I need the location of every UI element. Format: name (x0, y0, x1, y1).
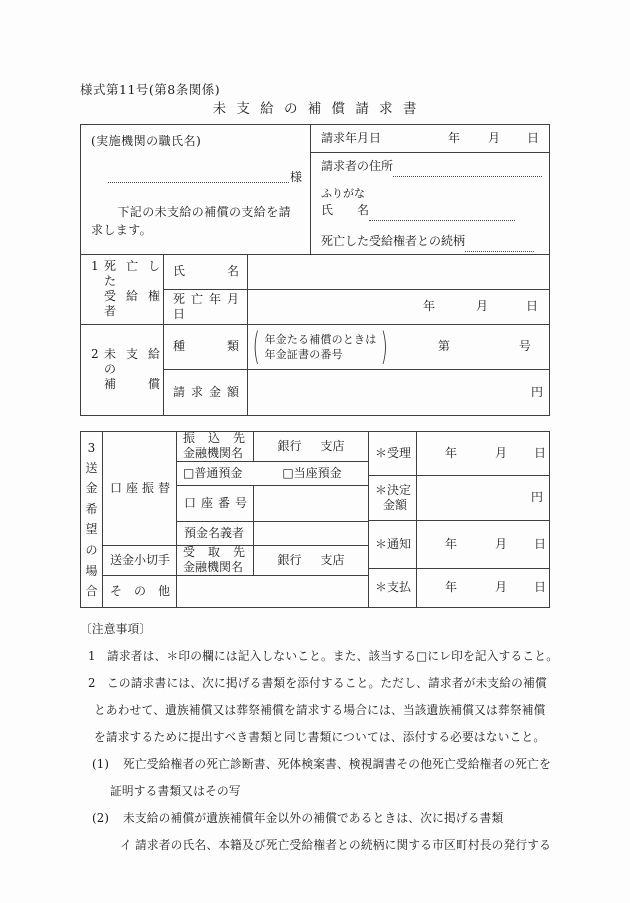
account-transfer-label: 口 座 振 替 (110, 480, 170, 495)
year-label: 年 (447, 130, 460, 145)
remittance-check-label: 送金小切手 (103, 546, 177, 575)
notes-heading: 〔注意事項〕 (80, 621, 152, 636)
payment-label: ＊支払 (369, 569, 417, 607)
transfer-bank-field[interactable] (254, 432, 368, 461)
request-statement: 下記の未支給の補償の支給を請求します。 (91, 204, 291, 237)
claim-amount-label: 請 求 金 額 (164, 370, 248, 415)
compensation-type-label: 種 類 (164, 325, 248, 369)
relation-label: 死亡した受給権者との続柄 (321, 233, 466, 248)
section1-number: 1 (91, 259, 99, 274)
note-line: (2) 未支給の補償が遺族補償年金以外の補償であるときは、次に掲げる書類 (92, 810, 504, 825)
year-label: 年 (444, 580, 457, 595)
transfer-bank-row (177, 432, 368, 462)
account-holder-label: 預金名義者 (177, 522, 254, 545)
deceased-name-row (164, 255, 549, 290)
branch-label: 支店 (320, 552, 345, 567)
transfer-bank-label: 振 込 先 金融機関名 (177, 432, 254, 461)
day-label: 日 (533, 536, 546, 551)
addressee-row (108, 170, 302, 185)
receipt-row (369, 432, 549, 476)
notes-section (80, 616, 559, 859)
claimant-name-label: 氏 名 (321, 202, 370, 217)
receipt-date-field (417, 432, 549, 475)
other-field[interactable] (177, 576, 368, 607)
form-number: 様式第11号(第8条関係) (80, 82, 221, 97)
payment-date-field (417, 569, 549, 607)
compensation-type-row (164, 325, 549, 370)
note-line: イ 請求者の氏名、本籍及び死亡受給権者との続柄に関する市区町村長の発行する (120, 837, 552, 852)
remittance-detail-area (103, 432, 369, 607)
account-number-field[interactable] (254, 486, 368, 521)
note-line: とあわせて、遺族補償又は葬祭補償を請求する場合には、当該遺族補償又は葬祭補償 (94, 702, 546, 717)
year-label: 年 (444, 536, 457, 551)
note-line: 1 請求者は、＊印の欄には記入しないこと。また、該当する□にレ印を記入すること。 (88, 648, 559, 663)
claimant-name-entry-line[interactable] (369, 208, 515, 221)
payment-row (369, 569, 549, 607)
claim-date-row (311, 125, 549, 153)
deceased-name-label: 氏 名 (164, 255, 248, 289)
office-use-area (369, 432, 549, 607)
section1-title-line2: 受 給 権 者 (104, 289, 160, 319)
claimant-address-label: 請求者の住所 (321, 158, 394, 173)
month-label: 月 (494, 536, 507, 551)
note-line: (1) 死亡受給権者の死亡診断書、死体検案書、検視調書その他死亡受給権者の死亡を (92, 756, 551, 771)
bracket-open: ( (252, 325, 260, 369)
account-number-label: 口 座 番 号 (177, 486, 254, 521)
claim-amount-field[interactable] (248, 370, 549, 415)
account-holder-field[interactable] (254, 522, 368, 545)
agency-label: (実施機関の職氏名) (91, 133, 202, 148)
year-label: 年 (444, 445, 457, 460)
day-label: 日 (525, 299, 538, 314)
month-label: 月 (487, 130, 500, 145)
note-line: を請求するために提出すべき書類と同じ書類については、添付する必要はないこと。 (94, 729, 546, 744)
bracket-close: ) (381, 325, 389, 369)
certificate-no-prefix: 第 (437, 339, 450, 354)
addressee-cell (81, 125, 311, 254)
bank-label: 銀行 (277, 438, 302, 453)
yen-label: 円 (530, 490, 543, 505)
year-label: 年 (422, 299, 435, 314)
receipt-label: ＊受理 (369, 432, 417, 475)
death-date-label: 死 亡 年 月 日 (164, 290, 248, 324)
yen-label: 円 (530, 384, 543, 399)
claim-date-label: 請求年月日 (321, 130, 382, 145)
section2-title-line1: 未 支 給 の (104, 347, 160, 377)
death-date-field[interactable] (248, 290, 549, 324)
compensation-type-field[interactable] (248, 325, 549, 369)
certificate-no-suffix: 号 (518, 339, 531, 354)
day-label: 日 (533, 580, 546, 595)
claim-amount-row (164, 370, 549, 415)
month-label: 月 (475, 299, 488, 314)
relation-entry-line[interactable] (465, 239, 534, 252)
deposit-type-row (177, 462, 368, 486)
section2-title-line2: 補 償 (104, 377, 160, 392)
account-number-row (177, 486, 368, 522)
relation-row (321, 234, 542, 254)
decision-amount-label: ＊決定 金額 (369, 476, 417, 520)
ordinary-deposit-checkbox[interactable]: □普通預金 (183, 465, 243, 480)
form-header (81, 125, 549, 255)
claimant-name-row (321, 203, 542, 223)
receiving-bank-label: 受 取 先 金融機関名 (177, 546, 254, 575)
claim-date-field[interactable] (381, 131, 549, 146)
notice-row (369, 521, 549, 569)
claimant-cell (311, 125, 549, 254)
month-label: 月 (494, 580, 507, 595)
claim-form-table (80, 124, 550, 416)
remittance-table (80, 431, 550, 608)
month-label: 月 (494, 445, 507, 460)
section2-number: 2 (91, 347, 99, 362)
furigana-label: ふりがな (321, 186, 365, 200)
section2-title (81, 325, 164, 415)
day-label: 日 (533, 445, 546, 460)
addressee-entry-line[interactable] (108, 170, 289, 183)
death-date-row (164, 290, 549, 324)
section-deceased-beneficiary (81, 255, 549, 325)
other-row (103, 576, 368, 607)
deceased-name-field[interactable] (248, 255, 549, 289)
note-line: 2 この請求書には、次に掲げる書類を添付すること。ただし、請求者が未支給の補償 (88, 675, 547, 690)
section-unpaid-compensation (81, 325, 549, 415)
addressee-suffix: 様 (289, 169, 302, 184)
decision-amount-field (417, 476, 549, 520)
bank-label: 銀行 (277, 552, 302, 567)
section1-title-line1: 死 亡 し た (104, 259, 160, 289)
remittance-check-row (103, 546, 368, 576)
document-title: 未 支 給 の 補 償 請 求 書 (212, 100, 420, 117)
branch-label: 支店 (320, 438, 345, 453)
section3-number: 3 (87, 440, 96, 455)
receiving-bank-field[interactable] (254, 546, 368, 575)
note-line: 証明する書類又はその写 (110, 783, 241, 798)
decision-amount-row (369, 476, 549, 521)
claimant-address-row (321, 159, 542, 179)
claimant-info (311, 153, 549, 254)
claimant-address-entry-line[interactable] (393, 164, 542, 177)
current-deposit-checkbox[interactable]: □当座預金 (282, 465, 342, 480)
notice-date-field (417, 521, 549, 568)
notice-label: ＊通知 (369, 521, 417, 568)
day-label: 日 (526, 130, 539, 145)
section1-title (81, 255, 164, 324)
account-holder-row (177, 522, 368, 545)
account-transfer-cell (103, 432, 177, 545)
section3-vertical-title: 送金希望の場合 (85, 460, 98, 599)
pension-certificate-note: 年金たる補償のときは 年金証書の番号 (264, 332, 377, 361)
other-label: そ の 他 (103, 576, 177, 607)
section3-title (81, 432, 103, 607)
